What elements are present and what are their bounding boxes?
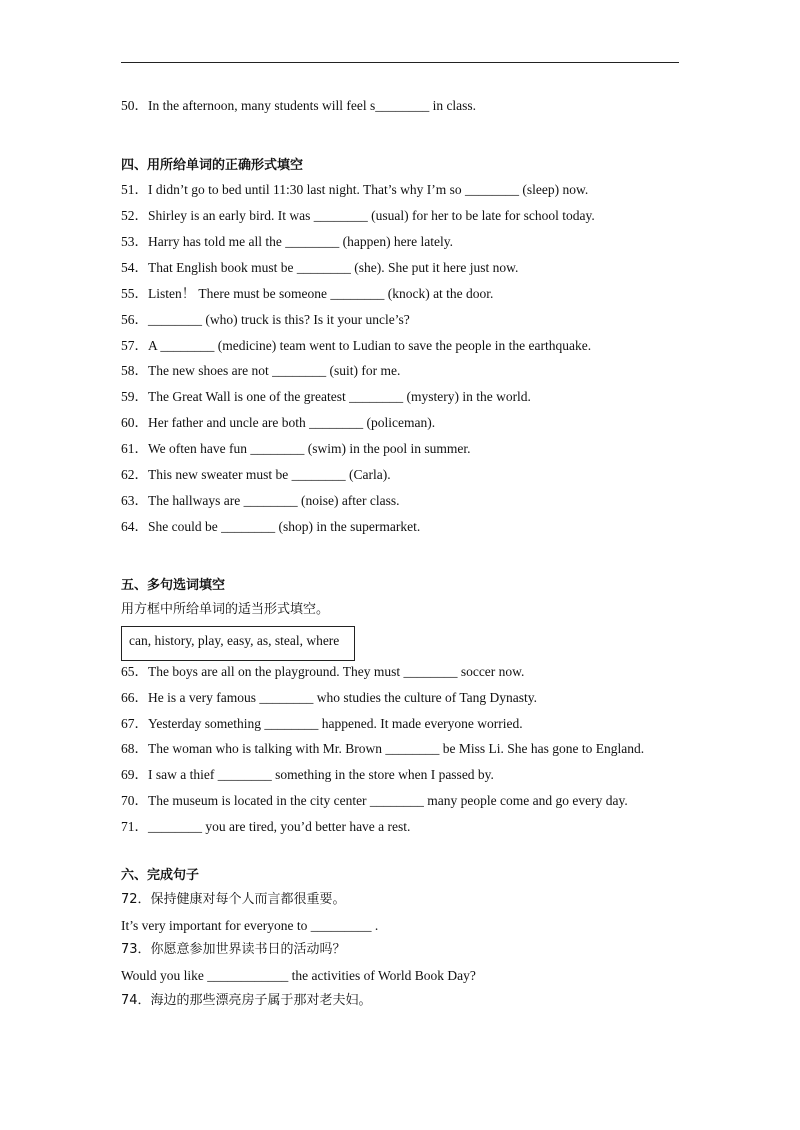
question-52: 52．Shirley is an early bird. It was ________ (usual) for her to be late for school today.	[121, 208, 595, 223]
question-51: 51．I didn’t go to bed until 11:30 last night. That’s why I’m so ________ (sleep) now.	[121, 182, 589, 197]
question-73-sentence: Would you like ____________ the activities of World Book Day?	[121, 968, 476, 983]
question-70: 70．The museum is located in the city center ________ many people come and go every day.	[121, 793, 628, 808]
section-6-heading: 六、完成句子	[121, 868, 200, 883]
question-50: 50．In the afternoon, many students will feel s________ in class.	[121, 98, 477, 113]
section-5-heading: 五、多句选词填空	[121, 578, 226, 593]
question-60: 60．Her father and uncle are both ________ (policeman).	[121, 415, 436, 430]
question-62: 62．This new sweater must be ________ (Carla).	[121, 467, 391, 482]
question-72-sentence: It’s very important for everyone to _________ .	[121, 918, 379, 933]
question-71: 71．________ you are tired, you’d better have a rest.	[121, 819, 411, 834]
question-54: 54．That English book must be ________ (she). She put it here just now.	[121, 260, 519, 275]
question-58: 58．The new shoes are not ________ (suit) for me.	[121, 363, 401, 378]
question-53: 53．Harry has told me all the ________ (happen) here lately.	[121, 234, 454, 249]
section-4-heading: 四、用所给单词的正确形式填空	[121, 158, 304, 173]
question-55: 55．Listen！ There must be someone ________ (knock) at the door.	[121, 286, 494, 301]
question-69: 69．I saw a thief ________ something in the store when I passed by.	[121, 767, 494, 782]
word-box: can, history, play, easy, as, steal, where	[121, 626, 355, 661]
question-65: 65．The boys are all on the playground. They must ________ soccer now.	[121, 664, 525, 679]
question-66: 66．He is a very famous ________ who studies the culture of Tang Dynasty.	[121, 690, 537, 705]
question-56: 56．________ (who) truck is this? Is it your uncle’s?	[121, 312, 410, 327]
question-67: 67．Yesterday something ________ happened. It made everyone worried.	[121, 716, 523, 731]
section-5-instruction: 用方框中所给单词的适当形式填空。	[121, 602, 330, 617]
question-61: 61．We often have fun ________ (swim) in the pool in summer.	[121, 441, 471, 456]
question-63: 63．The hallways are ________ (noise) after class.	[121, 493, 400, 508]
question-59: 59．The Great Wall is one of the greatest ________ (mystery) in the world.	[121, 389, 531, 404]
question-64: 64．She could be ________ (shop) in the supermarket.	[121, 519, 421, 534]
question-73-prompt: 73．你愿意参加世界读书日的活动吗？	[121, 942, 346, 957]
question-68: 68．The woman who is talking with Mr. Brown ________ be Miss Li. She has gone to England.	[121, 741, 645, 756]
question-74-prompt: 74．海边的那些漂亮房子属于那对老夫妇。	[121, 993, 372, 1008]
header-rule	[121, 62, 679, 63]
question-57: 57．A ________ (medicine) team went to Ludian to save the people in the earthquake.	[121, 338, 592, 353]
question-72-prompt: 72．保持健康对每个人而言都很重要。	[121, 892, 346, 907]
